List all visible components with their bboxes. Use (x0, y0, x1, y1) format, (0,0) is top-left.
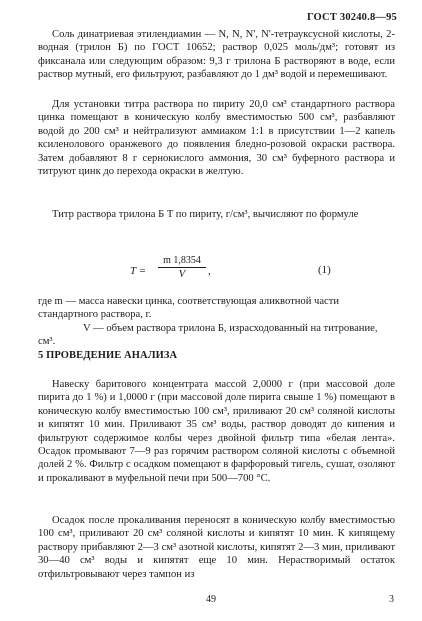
definition-v-continuation: см³. (38, 336, 56, 348)
definition-m-text: — масса навески цинка, соответствующая аликвотной части (65, 296, 340, 307)
definition-v: V — объем раствора трилона Б, израсходованный на титрование, (83, 322, 378, 334)
formula-lhs: T = (130, 265, 147, 277)
formula-denominator: V (178, 269, 186, 280)
page-number-center: 49 (206, 594, 216, 605)
paragraph-sample-prep: Навеску баритового концентрата массой 2,0000 г (при массовой доле пирита до 1 %) и 1,0000 г (при массовой доле пирита свыше 1 %) помещают в коническую колбу вместимостью 100 см³, приливают 20 см³ соляной кислоты и кипятят 10 мин. Приливают 35 см³ воды, раствор доводят до кипения и фильтруют содержимое колбы через двойной фильтр типа «белая лента». Осадок промывают 7—9 раз горячим раствором соляной кислоты с объемной долей 2 %. Фильтр с осадком помещают в фарфоровый тигель, сушат, озоляют и прокаливают в муфельной печи при 500—700 °С. (38, 379, 395, 484)
paragraph-residue: Осадок после прокаливания переносят в коническую колбу вместимостью 100 см³, приливают 20 см³ соляной кислоты и кипятят 10 мин. К кипящему раствору прибавляют 2—3 см³ азотной кислоты, кипятят 2—3 мин, приливают 30—40 см³ воды и кипятят еще 10 мин. Нерастворимый остаток отфильтровывают через тампон из (38, 515, 395, 580)
formula-fraction (158, 255, 206, 280)
page-number-right: 3 (389, 594, 394, 605)
standard-header: ГОСТ 30240.8—95 (306, 12, 397, 23)
paragraph-titer-formula-intro: Титр раствора трилона Б T по пириту, г/см³, вычисляют по формуле (52, 209, 359, 220)
paragraph-titer-setup: Для установки титра раствора по пириту 20,0 см³ стандартного раствора цинка помещают в коническую колбу вместимостью 500 см³, разбавляют водой до 200 см³ и нейтрализуют аммиаком 1:1 в присутствии 1—2 капель ксиленолового оранжевого до появления бледно-розовой окраски раствора. Затем добавляют 8 г сернокислого аммония, 30 см³ буферного раствора и титруют цинк до перехода окраски в желтую. (38, 99, 395, 178)
formula-numerator: m 1,8354 (158, 255, 206, 268)
section-title: 5 ПРОВЕДЕНИЕ АНАЛИЗА (38, 350, 178, 361)
definition-m-continuation: стандартного раствора, г. (38, 309, 152, 321)
formula-definitions (38, 295, 395, 349)
formula-number: (1) (318, 264, 331, 276)
titer-formula (130, 255, 340, 289)
formula-comma: , (208, 265, 211, 277)
definition-m-lead: где m (38, 296, 63, 307)
paragraph-reagent: Соль динатриевая этилендиамин — N, N, N', N'-тетрауксусной кислоты, 2-водная (трилон Б) по ГОСТ 10652; раствор 0,025 моль/дм³; готовят из фиксанала или следующим образом: 9,3 г трилона Б растворяют в воде, если раствор мутный, его фильтруют, разбавляют до 1 дм³ водой и перемешивают. (38, 29, 395, 81)
definition-m (38, 295, 395, 308)
